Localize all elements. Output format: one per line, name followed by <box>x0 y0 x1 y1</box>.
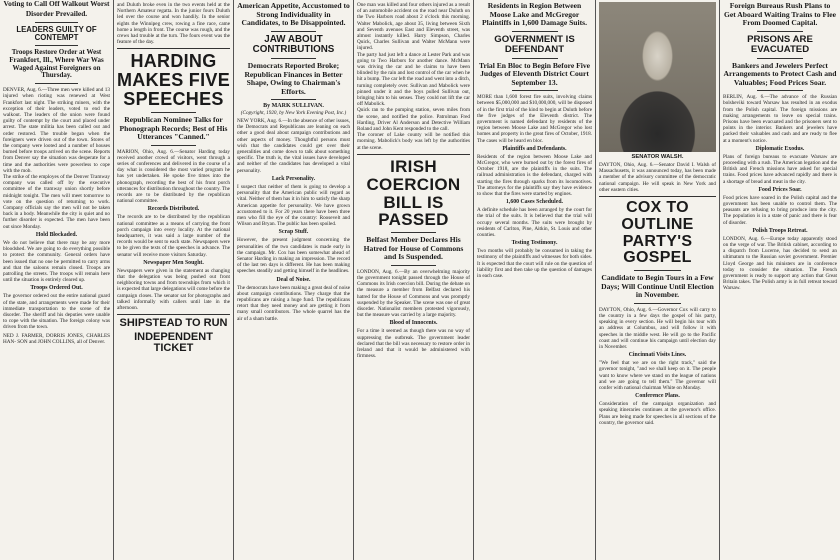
subhead: Blood of Innocents. <box>389 320 438 327</box>
subhead: Lack Personality. <box>271 175 316 182</box>
deck-troops-restore: Troops Restore Order at West Frankfort, Ill., Where War Was Waged Against Foreigners on Thursday. <box>9 47 104 80</box>
deck-bankers-jewelers: Bankers and Jewelers Perfect Arrangements to Protect Cash and Valuables; Food Prices Soar. <box>723 60 837 87</box>
subhead: Conference Plans. <box>635 393 680 400</box>
article-body: The records are to be distributed by the republican national committee as a means of carrying the front porch campaign into every locality. At the national headquarters, it was said a large number of the records would be sent to each state. Newspapers were to be given the texts of the speeches in advance. The senator will receive more visitors Saturday. <box>117 214 230 258</box>
article-body: One man was killed and four others injured as a result of an automobile accident on the road near Duluth on the Two Harbors road about 2 o'clock this morning. Walter Mabolick, age about 35, living between Sixth and Seventh avenues East and Eleventh street, was almost instantly killed. Harry Simpson, Charles Quick, Charles Sullivan and Walter McMann were injured. <box>357 2 470 52</box>
deck-belfast-member: Belfast Member Declares His Hatred for House of Commons and Is Suspended. <box>363 235 464 262</box>
headline-leaders-guilty: LEADERS GUILTY OF CONTEMPT <box>16 24 97 42</box>
subhead: Diplomatic Exodus. <box>755 145 805 152</box>
headline-shipstead-2: INDEPENDENT TICKET <box>134 330 213 355</box>
article-body: However, the present judgment concerning the personalities of the two candidates is made early in the campaign. Mr. Cox has been somewhat ahead of Senator Harding in making an impression. The record of the last ten days is different. He has been making speeches steadily and getting himself in the headlines. <box>237 237 350 275</box>
article-body: Newspapers were given in the statement as changing that the delegation was being pushed out front neighboring towns and from townships from which it is expected that large delegations will come before the campaign closes. The senator sat for photographs and talked informally with callers until late in the afternoon. <box>117 267 230 312</box>
headline-irish-coercion: IRISH COERCION BILL IS PASSED <box>366 156 461 230</box>
article-body: We do not believe that there may be any more bloodshed. We are going to do everything possible to protect the community. General orders have been issued that no one be permitted to carry arms and that the saloons remain closed. Troops are patrolling the streets. The troops will remain here until the situation is entirely cleared up. <box>3 239 110 284</box>
photo-caption: SENATOR WALSH. <box>631 154 684 160</box>
article-body: LONDON, Aug. 6.—Europe today apparently stood on the verge of war. The British cabinet, according to a dispatch from Lucerne, has decided to send an ultimatum to the Russian soviet government. Premier Lloyd George and his ministers are in conference today to consider the situation. The French government is ready to support any action that Great Britain takes. The Polish army is in full retreat toward Warsaw. <box>723 235 837 292</box>
column-6 <box>596 0 720 560</box>
article-body: DENVER, Aug. 6.—Three men were killed and 13 injured when rioting was renewed at West Frankfort last night. The striking miners, with the exception of their leaders, voted to end the walkout. The leaders of the union were found guilty of contempt by the court and placed under arrest. The state militia has been called out and order restored. The trouble began when the foreigners were driven out of the town. Stores of the company were looted and a number of houses burned before troops arrived on the scene. Reports from Denver say the situation was desperate for a time and the authorities were powerless to cope with the mob. <box>3 87 110 174</box>
article-body: MARION, Ohio, Aug. 6.—Senator Harding today received another crowd of visitors, went through a series of conferences and delivered in the course of a day what is considered the most varied program he has yet undertaken. He spoke five times into the phonograph, recording the best of his front porch utterances for distribution throughout the country. The records are to be distributed by the republican national committee. <box>117 148 230 205</box>
top-fragment-line-1: Voting to Call Off Walkout Worst <box>3 0 110 8</box>
subhead: Troops Ordered Out. <box>30 285 83 292</box>
article-body: Quick ran to the pumping station, seven miles from the scene, and notified the police. Patrolman Fred Harding, Driver Al Anderson and Detective William Roland and John Kent responded to the call. <box>357 107 470 133</box>
headline-harding-speeches: HARDING MAKES FIVE SPEECHES <box>117 51 231 110</box>
article-body: NEW YORK, Aug. 6.—In the absence of other issues, the Democrats and Republicans are leaning on each other a good deal about campaign contributions and other aspects of money. Thoughtful persons must wish that the candidates could get over their generalities and come down to talk about something specific. The truth is, the vital issues have developed and neither of the candidates has developed a vital personality. <box>237 118 350 174</box>
article-body: A definite schedule has been arranged by the court for the trial of the suits. It is believed that the trial will occupy several months. The suits were brought by residents of Carlton, Pine, Aitkin, St. Louis and other counties. <box>477 207 592 238</box>
deck-candidate-tours: Candidate to Begin Tours in a Few Days; Will Continue Until Election in November. <box>601 273 714 300</box>
article-body: The strike of the employes of the Denver Tramway company was called off by the executive committee of the tramway union shortly before midnight tonight. The men will meet tomorrow to vote on the question of returning to work. Company officials say the men will not be taken back in a body. Meanwhile the city is quiet and no further disorder is expected. The men have been out since Monday. <box>3 174 110 230</box>
article-body: "We feel that we are on the right track," said the governor tonight, "and we shall keep on it. The people want to know where we stand on the league of nations and we are going to tell them." The governor will confer with national chairman White on Monday. <box>599 360 716 391</box>
article-body: The coroner of Lake county will be notified this morning. Mabolick's body was left by the authorities at the scene. <box>357 132 470 151</box>
subhead: 1,600 Cases Scheduled. <box>505 199 563 206</box>
column-4 <box>354 0 474 560</box>
subhead: Testing Testimony. <box>511 240 558 247</box>
column-2 <box>114 0 234 560</box>
headline-government-defendant: GOVERNMENT IS DEFENDANT <box>494 33 575 55</box>
headline-cox-outline: COX TO OUTLINE PARTY'S GOSPEL <box>621 199 694 267</box>
column-3 <box>234 0 354 560</box>
article-body: The democrats have been making a great deal of noise about campaign contributions. They charge that the republicans are raising a huge fund. The republicans retort that they need money and are getting it from many small contributors. The whole quarrel has the air of a sham battle. <box>237 284 350 322</box>
deck-foreign-bureaus: Foreign Bureaus Rush Plans to Get Aboard Waiting Trains to Flee From Doomed Capital. <box>723 1 836 27</box>
subhead: Deal of Noise. <box>276 276 311 283</box>
article-body: Two months will probably be consumed in taking the testimony of the plaintiffs and witnesses for both sides. It is expected that the court will rule on the question of liability first and then take up the question of damages in each case. <box>477 248 592 279</box>
copyright-note: (Copyright, 1920, by New York Evening Post, Inc.) <box>240 110 347 117</box>
column-1 <box>0 0 114 560</box>
headline-jaw-contributions: JAW ABOUT CONTRIBUTIONS <box>252 33 335 55</box>
article-body: Food prices have soared in the Polish capital and the government has been unable to control them. The peasants are refusing to bring produce into the city. The population is in a state of panic and there is fear of disorder. <box>723 194 837 226</box>
article-body: and Duluth broke even in the two events held at the Northern Amateur regatta. In the junior fours Duluth led over the course and won handily. In the senior eights the Winnipeg crew, rowing a fine race, came home a length in front. The course was rough, and the crews had trouble at the turn. The fours event was the feature of the day. <box>117 2 230 46</box>
signers-line: NED J. FARMER, DORRIS JONES, CHARLES HAN- SON and JOHN COLLINS, all of Denver. <box>3 332 110 345</box>
subhead: Polish Troops Retreat. <box>752 227 808 234</box>
article-body: Consideration of the campaign organization and speaking itineraries continues at the governor's office. Plans are being made for speeches in all sections of the country, the governor said. <box>599 401 716 426</box>
headline-shipstead-1: SHIPSTEAD TO RUN <box>119 317 228 330</box>
subhead: Hold Blockaded. <box>35 231 78 238</box>
article-body: For a time it seemed as though there was no way of suppressing the outbreak. The government leader declared that the bill was necessary to restore order in Ireland and that it would be administered with firmness. <box>357 328 470 360</box>
deck-trial-en-bloc: Trial En Bloc to Begin Before Five Judges of Eleventh District Court September 13. <box>478 60 591 87</box>
column-5 <box>474 0 596 560</box>
article-body: The party had just left a dance at Lester Park and was going to Two Harbors for another dance. McMann was driving the car and he claims to have been blinded by the rain and lost control of the car when he hit a bump. The car left the road and went into a ditch, turning completely over. Sullivan and Mabolick were pinned under it and the boys pulled Sullivan out, bringing him to his senses. They could not lift the car off Mabolick. <box>357 51 470 108</box>
subhead: Cincinnati Visits Lines. <box>628 352 687 359</box>
deck-american-appetite: American Appetite, Accustomed to Strong Individuality in Candidates, to Be Disappointed. <box>237 1 350 27</box>
article-body: I suspect that neither of them is going to develop a personality that the American public will regard as vital. Neither of them has it in him to satisfy the sharp American appetite for personality. We have grown accustomed to it. For 20 years there have been three men who fill the eye of the country: Roosevelt and Wilson and Bryan. The public has been spoiled. <box>237 183 350 228</box>
article-body: Residents of the region between Moose Lake and McGregor, who were burned out by the forest fires of October 1918, are the plaintiffs in the suits. The railroad administration is the defendant, charged with starting the fires through sparks from its locomotives. The attorneys for the plaintiffs say they have evidence to show that the fires were started by engines. <box>477 153 592 197</box>
article-body: BERLIN, Aug. 6.—The advance of the Russian bolsheviki toward Warsaw has resulted in an exodus from the Polish capital. The foreign missions are making arrangements to leave on special trains. Prisons have been evacuated and the prisoners sent to points in the interior. Bankers and jewelers have packed their valuables and cash and are ready to flee at a moment's notice. <box>723 94 837 144</box>
subhead: Food Prices Soar. <box>758 186 802 193</box>
article-body: DAYTON, Ohio, Aug. 6.—Senator David I. Walsh of Massachusetts, it was announced today, has been made a member of the advisory committee of the democratic national campaign. He will speak in New York and other eastern cities. <box>599 162 716 193</box>
deck-democrats-broke: Democrats Reported Broke; Republican Finances in Better Shape, Owing to Chairman's Efforts. <box>244 61 343 96</box>
headline-prisons-evacuated: PRISONS ARE EVACUATED <box>747 33 813 55</box>
deck-republican-nominee: Republican Nominee Talks for Phonograph Records; Best of His Utterances "Canned." <box>119 115 228 142</box>
subhead: Newspaper Men Sought. <box>143 259 204 266</box>
column-7 <box>720 0 840 560</box>
article-body: LONDON, Aug. 6.—By an overwhelming majority the government tonight passed through the House of Commons its Irish coercion bill. During the debate on the measure a member from Belfast declared his hatred for the House of Commons and was promptly suspended by the Speaker. The scene was one of great disorder. Nationalist members protested vigorously, but the measure was carried by a large majority. <box>357 268 470 319</box>
byline: By MARK SULLIVAN. <box>263 103 324 110</box>
article-body: DAYTON, Ohio, Aug. 6.—Governor Cox will carry to the country in a few days the gospel of his party, speaking in every section. He will begin his tour with an address at Columbus, and will follow it with speeches in the middle west. He will go to the Pacific coast and will continue his campaign until election day in November. <box>599 306 716 350</box>
subhead: Records Distributed. <box>147 206 200 213</box>
subhead: Scrap Stuff. <box>278 229 309 236</box>
deck-residents-region: Residents in Region Between Moose Lake and McGregor Plaintiffs in 1,600 Damage Suits. <box>481 1 588 27</box>
portrait-photo <box>599 2 716 152</box>
article-body: The governor ordered out the entire national guard of the state, and arrangements were made for their immediate transportation to the scene of the disorder. The sheriff and his deputies were unable to cope with the situation. The foreign colony was driven from the town. <box>3 293 110 331</box>
top-fragment-line-2: Disorder Prevailed. <box>25 9 88 19</box>
article-body: MORE than 1,600 forest fire suits, involving claims between $5,000,000 and $10,000,000, will be disposed of in the first trial of the kind to begin at Duluth before the five judges of the Eleventh district. The government is named defendant by residents of the region between Moose Lake and McGregor who lost homes and property in the great fires of October, 1918. The cases will be heard en bloc. <box>477 94 592 144</box>
subhead: Plaintiffs and Defendants. <box>502 145 567 152</box>
article-body: Plans of foreign bureaus to evacuate Warsaw are proceeding with a rush. The American legation and the British and French missions have asked for special trains. Food prices have advanced rapidly and there is a shortage of bread and meat in the city. <box>723 153 837 185</box>
